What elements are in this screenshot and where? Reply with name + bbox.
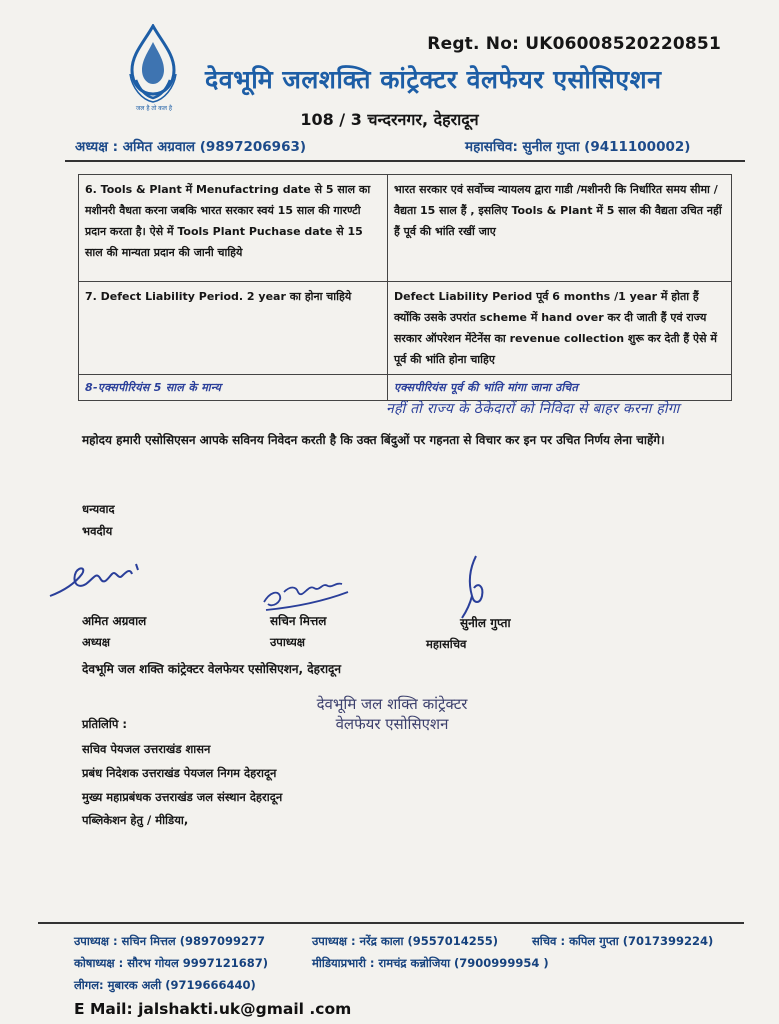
footer-value: सचिन मित्तल (9897099277 [121,934,265,948]
footer-office-bearer [532,934,713,949]
footer-office-bearer [312,956,549,971]
organization-title: देवभूमि जलशक्ति कांट्रेक्टर वेलफेयर एसोसिएशन [205,65,662,94]
table-row [79,375,732,401]
request-paragraph: महोदय हमारी एसोसिएसन आपके सविनय निवेदन करती है कि उक्त बिंदुओं पर गहनता से विचार कर इन पर उचित निर्णय लेना चाहेंगे। [82,433,665,447]
footer-label: उपाध्यक्ष : [312,934,356,948]
association-logo [126,24,180,114]
signatory-name: अमित अग्रवाल [82,614,147,628]
thanks-text: धन्यवाद [82,502,115,516]
footer-label: उपाध्यक्ष : [74,934,118,948]
copy-to-heading: प्रतिलिपि : [82,717,127,731]
justification-point-7: Defect Liability Period पूर्व 6 months /1 year में होता हैं क्योंकि उसके उपरांत scheme में hand over कर दी जाती हैं एवं राज्य सरकार ऑपरेशन मेंटेनेंस का revenue collection शुरू कर देती हैं ऐसे में पूर्व की भांति होना चाहिए [388,282,732,375]
signatory-vice-president [270,612,326,650]
footer-label: कोषाध्यक्ष : [74,956,124,970]
handwritten-note: नहीं तो राज्य के ठेकेदारों को निविदा से बाहर करना होगा [386,401,680,417]
signatory-name: सचिन मित्तल [270,614,327,628]
footer-label: मीडियाप्रभारी : [312,956,375,970]
footer-office-bearer [74,934,265,949]
handwritten-demand-point-8: 8-एक्सपीरियंस 5 साल के मान्य [79,375,388,401]
copy-to-item: प्रबंध निदेशक उत्तराखंड पेयजल निगम देहरादून [82,766,277,780]
footer-value: रामचंद्र कन्नोजिया (7900999954 ) [378,956,549,970]
organization-signoff: देवभूमि जल शक्ति कांट्रेक्टर वेलफेयर एसोसिएशन, देहरादून [82,662,342,676]
yours-faithfully-text: भवदीय [82,524,113,538]
stamp-line: वेलफेयर एसोसिएशन [335,715,449,733]
signature-sachin-icon [256,572,366,616]
handwritten-justification-point-8: एक्सपीरियंस पूर्व की भांति मांगा जाना उचित [388,375,732,401]
signatory-post: उपाध्यक्ष [270,635,306,649]
registration-number: Regt. No: UK06008520220851 [427,34,721,54]
footer-divider [38,922,744,924]
footer-value: कपिल गुप्ता (7017399224) [569,934,714,948]
footer-value: सौरभ गोयल 9997121687) [127,956,269,970]
demand-point-7: 7. Defect Liability Period. 2 year का होना चाहिये [79,282,388,375]
signatory-post: महासचिव [426,637,467,651]
footer-label: सचिव : [532,934,566,948]
demands-table [78,174,732,401]
table-row [79,282,732,375]
signatory-president [82,612,146,650]
general-secretary-contact: महासचिव: सुनील गुप्ता (9411100002) [465,139,691,155]
copy-to-item: पब्लिकेशन हेतु / मीडिया, [82,813,189,827]
president-contact: अध्यक्ष : अमित अग्रवाल (9897206963) [75,139,307,155]
signature-sunil-icon [448,552,518,622]
footer-office-bearer [312,934,498,949]
logo-tagline: जल है तो कल है [135,105,173,112]
stamp-line: देवभूमि जल शक्ति कांट्रेक्टर [316,695,468,713]
footer-office-bearer [74,956,268,971]
footer-value: मुबारक अली (9719666440) [107,978,256,992]
footer-value: नरेंद्र काला (9557014255) [359,934,498,948]
signatory-general-secretary [426,614,511,652]
water-drop-hands-logo-icon [126,24,180,114]
signatory-name: सुनील गुप्ता [460,616,511,630]
signatory-post: अध्यक्ष [82,635,111,649]
table-row [79,175,732,282]
contact-email[interactable]: E Mail: jalshakti.uk@gmail .com [74,1000,352,1018]
demand-point-6: 6. Tools & Plant में Menufactring date से 5 साल का मशीनरी वैधता करना जबकि भारत सरकार स्वयं 15 साल की गारण्टी प्रदान करता है। ऐसे में Tools Plant Puchase date से 15 साल की मान्यता प्रदान की जानी चाहिये [79,175,388,282]
copy-to-item: सचिव पेयजल उत्तराखंड शासन [82,742,211,756]
footer-label: लीगल: [74,978,104,992]
signature-amit-icon [46,560,156,610]
copy-to-item: मुख्य महाप्रबंधक उत्तराखंड जल संस्थान देहरादून [82,790,283,804]
header-divider [65,160,745,162]
association-stamp [292,694,492,734]
footer-office-bearer [74,978,256,993]
organization-address: 108 / 3 चन्दरनगर, देहरादून [300,110,479,129]
justification-point-6: भारत सरकार एवं सर्वोच्च न्यायलय द्वारा गाडी /मशीनरी कि निर्धारित समय सीमा / वैद्यता 15 साल हैं , इसलिए Tools & Plant में 5 साल की वैद्यता उचित नहीं हैं पूर्व की भांति रखीं जाए [388,175,732,282]
